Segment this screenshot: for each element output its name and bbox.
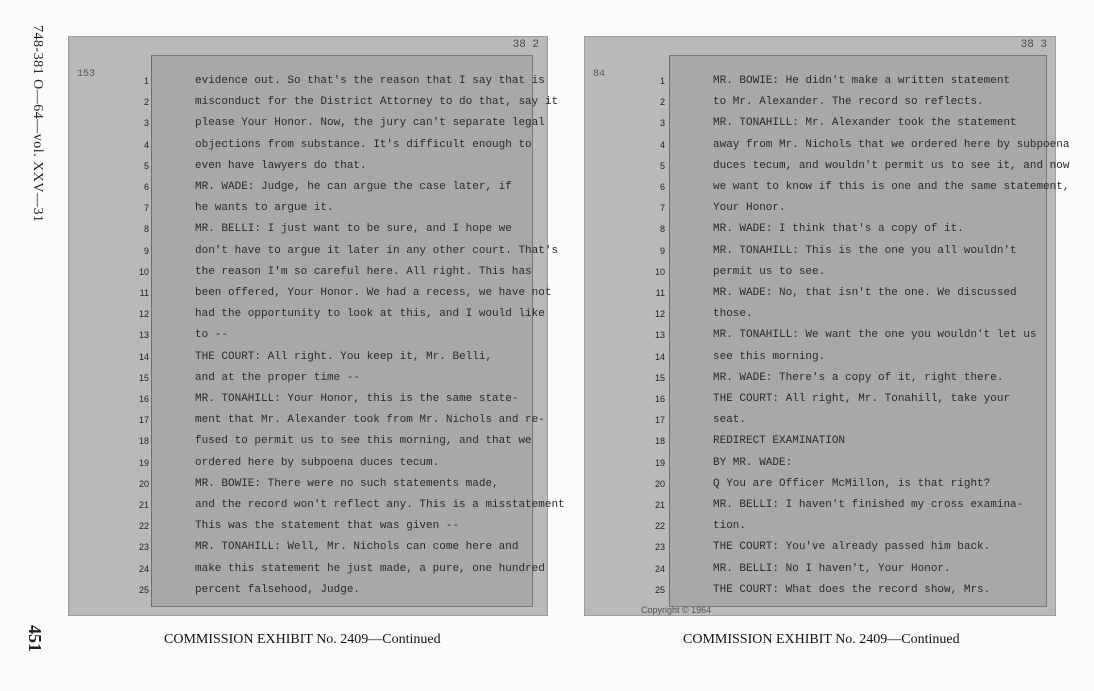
transcript-line: THE COURT: What does the record show, Mrs. [713, 583, 991, 596]
line-number: 6 [143, 182, 149, 192]
transcript-line: please Your Honor. Now, the jury can't separate legal [195, 117, 545, 130]
transcript-line: percent falsehood, Judge. [195, 583, 361, 596]
transcript-line: MR. TONAHILL: This is the one you all wouldn't [713, 244, 1017, 257]
transcript-line: fused to permit us to see this morning, and that we [195, 435, 532, 448]
line-number: 7 [659, 203, 665, 214]
line-number: 18 [654, 436, 665, 447]
line-number: 24 [654, 563, 665, 574]
line-number: 23 [138, 542, 149, 553]
transcript-line: This was the statement that was given -- [195, 520, 460, 533]
volume-label: 748-381 O—64—vol. XXV—31 [30, 25, 45, 223]
line-number: 11 [139, 288, 149, 298]
left-corner-number: 38 2 [512, 39, 539, 51]
transcript-line: MR. TONAHILL: We want the one you wouldn't let us [713, 329, 1037, 342]
transcript-line: he wants to argue it. [195, 202, 334, 215]
transcript-line: seat. [713, 414, 747, 427]
transcript-line: duces tecum, and wouldn't permit us to see it, and now [713, 159, 1070, 172]
page-number: 451 [25, 625, 45, 652]
transcript-line: been offered, Your Honor. We had a recess, we have not [195, 287, 552, 299]
line-number: 5 [659, 160, 665, 171]
transcript-line: MR. WADE: No, that isn't the one. We discussed [713, 287, 1017, 299]
line-number: 10 [654, 266, 665, 277]
line-number: 14 [138, 351, 149, 362]
transcript-line: and at the proper time -- [195, 371, 361, 384]
line-number: 1 [143, 76, 149, 86]
line-number: 20 [138, 478, 149, 489]
transcript-line: REDIRECT EXAMINATION [713, 435, 846, 448]
line-number: 12 [138, 309, 149, 320]
transcript-line: to Mr. Alexander. The record so reflects. [713, 96, 984, 109]
line-number: 19 [138, 457, 149, 468]
line-number: 20 [654, 478, 665, 489]
line-number: 2 [659, 97, 665, 108]
line-number: 21 [654, 500, 665, 510]
line-number: 4 [659, 139, 665, 150]
transcript-line: THE COURT: You've already passed him back. [713, 541, 991, 554]
transcript-line: MR. TONAHILL: Well, Mr. Nichols can come here and [195, 541, 519, 554]
line-number: 12 [654, 309, 665, 320]
line-number: 8 [143, 224, 149, 235]
line-number: 4 [143, 139, 149, 150]
line-number: 1 [659, 76, 665, 86]
line-number: 13 [654, 330, 665, 341]
transcript-line: even have lawyers do that. [195, 159, 367, 172]
line-number: 10 [138, 266, 149, 277]
transcript-line: tion. [713, 520, 747, 533]
line-number: 17 [138, 415, 149, 426]
line-number: 21 [138, 500, 149, 510]
transcript-line: objections from substance. It's difficult enough to [195, 138, 532, 151]
transcript-line: the reason I'm so careful here. All right. This has [195, 265, 532, 278]
line-number: 3 [143, 118, 149, 129]
line-number: 5 [143, 160, 149, 171]
right-corner-number: 38 3 [1020, 39, 1047, 51]
transcript-line: MR. BELLI: No I haven't, Your Honor. [713, 562, 951, 575]
line-number: 23 [654, 542, 665, 553]
transcript-line: BY MR. WADE: [713, 456, 793, 469]
transcript-line: MR. BOWIE: There were no such statements made, [195, 477, 499, 490]
side-margin [0, 0, 60, 691]
line-number: 24 [138, 563, 149, 574]
transcript-line: ment that Mr. Alexander took from Mr. Nichols and re- [195, 414, 545, 427]
transcript-line: away from Mr. Nichols that we ordered here by subpoena [713, 138, 1070, 151]
copyright-notice: Copyright © 1964 [641, 605, 712, 615]
line-number: 17 [654, 415, 665, 426]
line-number: 22 [138, 521, 149, 532]
transcript-line: THE COURT: All right. You keep it, Mr. Belli, [195, 350, 493, 363]
transcript-line: MR. BOWIE: He didn't make a written statement [713, 75, 1011, 87]
line-number: 22 [654, 521, 665, 532]
line-number: 14 [654, 351, 665, 362]
transcript-line: Your Honor. [713, 202, 786, 215]
transcript-line: MR. TONAHILL: Your Honor, this is the same state- [195, 393, 519, 405]
right-transcript-panel [584, 36, 1070, 616]
line-number: 9 [659, 245, 665, 256]
transcript-line: ordered here by subpoena duces tecum. [195, 456, 440, 469]
line-number: 9 [143, 245, 149, 256]
transcript-line: MR. BELLI: I just want to be sure, and I hope we [195, 223, 512, 236]
line-number: 2 [143, 97, 149, 108]
line-number: 6 [659, 182, 665, 192]
transcript-line: Q You are Officer McMillon, is that right? [713, 477, 991, 490]
line-number: 8 [659, 224, 665, 235]
transcript-line: see this morning. [713, 350, 826, 363]
transcript-line: to -- [195, 329, 229, 342]
line-number: 18 [138, 436, 149, 447]
line-number: 25 [654, 584, 665, 595]
transcript-line: MR. WADE: I think that's a copy of it. [713, 223, 964, 236]
line-number: 13 [138, 330, 149, 341]
line-number: 25 [138, 584, 149, 595]
transcript-line: those. [713, 308, 753, 321]
line-number: 3 [659, 118, 665, 129]
left-transcript-panel [68, 36, 565, 616]
transcript-line: MR. WADE: There's a copy of it, right there. [713, 371, 1004, 384]
line-number: 16 [138, 394, 149, 404]
transcript-line: MR. TONAHILL: Mr. Alexander took the statement [713, 117, 1017, 130]
transcript-line: had the opportunity to look at this, and I would like [195, 308, 545, 321]
line-number: 15 [138, 372, 149, 383]
line-number: 15 [654, 372, 665, 383]
transcript-line: evidence out. So that's the reason that I say that is [195, 75, 545, 87]
line-number: 19 [654, 457, 665, 468]
line-number: 11 [655, 288, 665, 298]
transcript-line: misconduct for the District Attorney to do that, say it [195, 96, 559, 109]
transcript-line: we want to know if this is one and the same statement, [713, 181, 1070, 193]
left-caption: COMMISSION EXHIBIT No. 2409—Continued [164, 632, 441, 647]
transcript-line: make this statement he just made, a pure, one hundred [195, 562, 545, 575]
right-caption: COMMISSION EXHIBIT No. 2409—Continued [683, 632, 960, 647]
line-number: 7 [143, 203, 149, 214]
transcript-line: MR. BELLI: I haven't finished my cross examina- [713, 499, 1024, 511]
right-page-tag: 84 [593, 69, 606, 80]
left-page-tag: 153 [77, 69, 96, 80]
line-number: 16 [654, 394, 665, 404]
transcript-line: and the record won't reflect any. This is a misstatement [195, 499, 565, 511]
transcript-line: permit us to see. [713, 265, 826, 278]
transcript-line: MR. WADE: Judge, he can argue the case later, if [195, 181, 512, 193]
transcript-line: don't have to argue it later in any other court. That's [195, 244, 559, 257]
transcript-line: THE COURT: All right, Mr. Tonahill, take your [713, 393, 1011, 405]
